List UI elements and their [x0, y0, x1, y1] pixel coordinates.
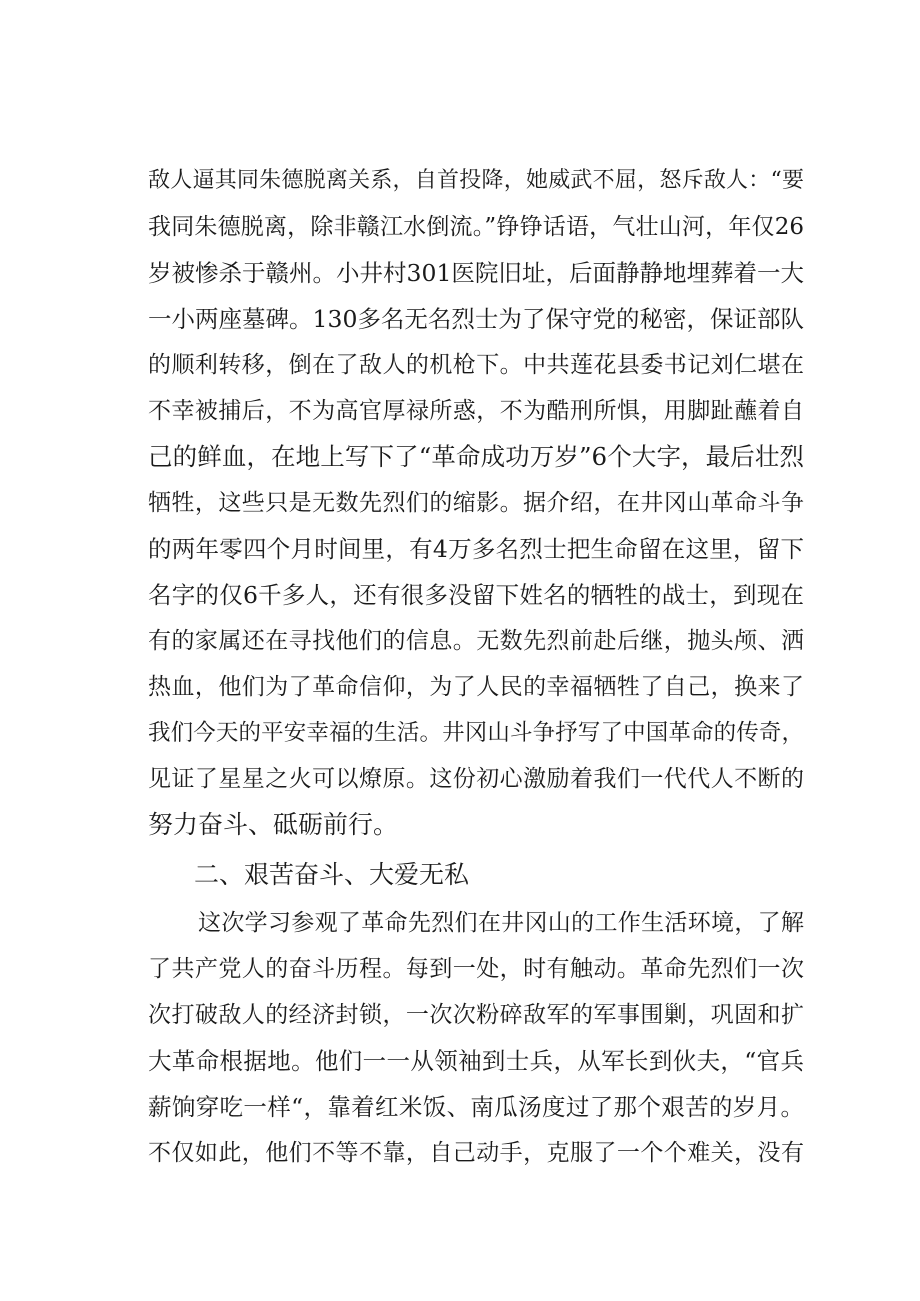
paragraph-2-line: 了共产党人的奋斗历程。每到一处，时有触动。革命先烈们一次 [148, 956, 804, 982]
paragraph-1-line: 的顺利转移，倒在了敌人的机枪下。中共莲花县委书记刘仁堪在 [148, 352, 804, 378]
paragraph-1-line: 努力奋斗、砥砺前行。 [148, 810, 399, 839]
paragraph-2-line: 大革命根据地。他们一一从领袖到士兵，从军长到伙夫，“官兵 [148, 1047, 804, 1075]
paragraph-1-line: 名字的仅6千多人，还有很多没留下姓名的牺牲的战士，到现在 [148, 581, 804, 609]
section-heading: 二、艰苦奋斗、大爱无私 [194, 860, 470, 889]
paragraph-2-line: 次打破敌人的经济封锁，一次次粉碎敌军的军事围剿，巩固和扩 [148, 1002, 804, 1028]
paragraph-1-line: 己的鲜血，在地上写下了“革命成功万岁”6个大字，最后壮烈 [148, 442, 804, 471]
document-page [148, 158, 804, 1176]
paragraph-1-line: 不幸被捕后，不为高官厚禄所惑，不为酷刑所惧，用脚趾蘸着自 [148, 398, 804, 424]
paragraph-1-line: 的两年零四个月时间里，有4万多名烈士把生命留在这里，留下 [148, 535, 804, 563]
paragraph-1-line: 有的家属还在寻找他们的信息。无数先烈前赴后继，抛头颅、洒 [148, 628, 804, 654]
paragraph-2-line: 薪饷穿吃一样“，靠着红米饭、南瓜汤度过了那个艰苦的岁月。 [148, 1093, 804, 1121]
paragraph-1-line: 见证了星星之火可以燎原。这份初心激励着我们一代代人不断的 [148, 766, 804, 792]
paragraph-1-line: 热血，他们为了革命信仰，为了人民的幸福牺牲了自己，换来了 [148, 674, 804, 700]
paragraph-2 [148, 900, 804, 1176]
paragraph-1-line: 我们今天的平安幸福的生活。井冈山斗争抒写了中国革命的传奇， [148, 720, 804, 746]
paragraph-2-line: 这次学习参观了革命先烈们在井冈山的工作生活环境，了解 [198, 910, 804, 936]
paragraph-1-line: 牺牲，这些只是无数先烈们的缩影。据介绍，在井冈山革命斗争 [148, 490, 804, 516]
paragraph-2-line: 不仅如此，他们不等不靠，自己动手，克服了一个个难关，没有 [148, 1140, 804, 1166]
paragraph-1-line: 我同朱德脱离，除非赣江水倒流。”铮铮话语，气壮山河，年仅26 [148, 214, 804, 240]
paragraph-1-line: 岁被惨杀于赣州。小井村301医院旧址，后面静静地埋葬着一大 [148, 259, 804, 287]
paragraph-1 [148, 158, 804, 848]
paragraph-1-line: 一小两座墓碑。130多名无名烈士为了保守党的秘密，保证部队 [148, 305, 804, 333]
paragraph-1-line: 敌人逼其同朱德脱离关系，自首投降，她威武不屈，怒斥敌人：“要 [148, 168, 804, 193]
